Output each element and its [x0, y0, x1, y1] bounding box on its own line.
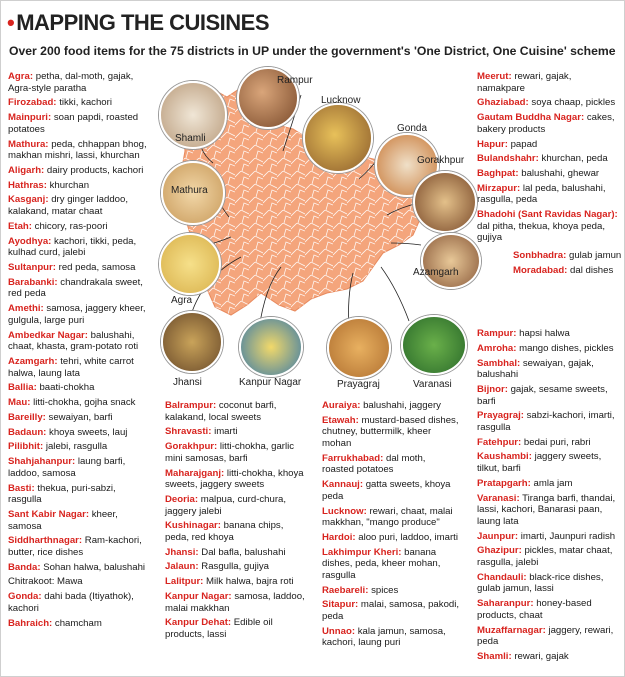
district-foods: black-rice dishes, gulab jamun, lassi	[477, 571, 604, 595]
district-entry	[8, 221, 148, 233]
district-foods: imarti, Jaunpuri radish	[520, 530, 616, 542]
district-entry	[477, 598, 621, 621]
district-name: Kanpur Dehat:	[165, 617, 232, 629]
district-entry	[477, 545, 621, 568]
district-entry	[8, 412, 148, 424]
district-foods: soan papdi, roasted potatoes	[8, 112, 139, 135]
map-label-agra: Agra	[171, 295, 193, 306]
district-name: Auraiya:	[322, 400, 361, 411]
food-photo-lucknow	[303, 103, 373, 173]
district-name: Maharajganj:	[165, 467, 225, 479]
district-entry	[165, 468, 307, 491]
district-entry	[322, 532, 460, 544]
district-foods: chamcham	[54, 617, 102, 629]
district-foods: banana dishes, peda, kheer mohan, rasgulla	[322, 546, 441, 581]
food-photo-azamgarh	[421, 233, 481, 289]
district-entry	[322, 506, 460, 529]
district-entry	[165, 520, 307, 543]
district-foods: kheer, samosa	[8, 508, 118, 532]
district-name: Bijnor:	[477, 383, 508, 395]
district-foods: dry ginger laddoo, kalakand, matar chaat	[8, 194, 129, 218]
district-name: Pilibhit:	[8, 441, 44, 453]
district-foods: dairy products, kachori	[46, 164, 144, 176]
district-foods: tikki, kachori	[59, 97, 112, 109]
district-name: Varanasi:	[477, 492, 520, 504]
district-foods: khurchan, peda	[541, 153, 608, 165]
district-name: Bahraich:	[8, 617, 53, 629]
district-entry	[477, 139, 621, 151]
district-list-col4a	[477, 71, 621, 247]
district-foods: jaggery, rewari, peda	[477, 624, 614, 648]
district-entry	[165, 426, 307, 438]
food-photo-prayagraj	[327, 317, 391, 379]
district-foods: litti-chokha, gojha snack	[33, 397, 136, 409]
district-foods: bedai puri, rabri	[523, 436, 591, 448]
district-foods: spices	[371, 584, 399, 596]
district-name: Sambhal:	[477, 357, 521, 369]
district-entry	[8, 427, 148, 439]
district-foods: malai, samosa, pakodi, peda	[322, 599, 460, 622]
map-label-mathura: Mathura	[171, 185, 208, 196]
district-name: Jhansi:	[165, 546, 199, 558]
district-foods: litti-chokha, garlic mini samosas, barfi	[165, 441, 295, 464]
district-name: Fatehpur:	[477, 436, 522, 448]
district-entry	[477, 493, 621, 528]
district-foods: red peda, samosa	[58, 262, 136, 273]
district-entry	[477, 153, 621, 165]
district-foods: papad	[510, 138, 538, 150]
district-entry	[477, 112, 621, 135]
district-entry	[477, 651, 621, 663]
district-name: Lakhimpur Kheri:	[322, 546, 402, 558]
district-name: Deoria:	[165, 493, 199, 505]
district-name: Muzaffarnagar:	[477, 624, 546, 636]
district-name: Kanpur Nagar:	[165, 591, 232, 602]
district-name: Hathras:	[8, 179, 47, 191]
map-label-shamli: Shamli	[175, 133, 206, 144]
district-name: Ambedkar Nagar:	[8, 329, 88, 341]
district-name: Shravasti:	[165, 426, 212, 438]
district-entry	[477, 183, 621, 206]
district-name: Banda:	[8, 561, 41, 573]
district-list-col3	[322, 400, 460, 652]
district-foods: jaggery sweets, tilkut, barfi	[477, 451, 602, 475]
district-entry	[477, 451, 621, 474]
map-label-gorakhpur: Gorakhpur	[417, 155, 465, 166]
district-foods: Dal bafla, balushahi	[201, 546, 286, 558]
map-label-gonda: Gonda	[397, 123, 428, 134]
district-foods: rewari, gajak, namakpare	[477, 71, 572, 94]
district-name: Barabanki:	[8, 276, 58, 288]
district-entry	[8, 112, 148, 135]
district-entry	[477, 437, 621, 449]
district-name: Bareilly:	[8, 411, 46, 423]
district-name: Amroha:	[477, 342, 517, 354]
district-entry	[513, 265, 625, 277]
district-entry	[8, 356, 148, 379]
district-foods: samosa, jaggery kheer, gulgula, large puri	[8, 303, 146, 326]
district-entry	[477, 358, 621, 381]
district-name: Unnao:	[322, 625, 356, 637]
district-entry	[477, 572, 621, 595]
district-name: Sant Kabir Nagar:	[8, 508, 90, 520]
district-entry	[165, 547, 307, 559]
district-name: Pratapgarh:	[477, 477, 531, 489]
district-name: Ghazipur:	[477, 545, 522, 557]
district-foods: jalebi, rasgulla	[45, 441, 108, 453]
district-foods: baati-chokha	[39, 382, 95, 394]
district-foods: Tiranga barfi, thandai, lassi, kachori, Banarasi paan, laung lata	[477, 492, 616, 527]
district-entry	[477, 343, 621, 355]
district-name: Balrampur:	[165, 400, 217, 411]
district-name: Kannauj:	[322, 479, 364, 491]
district-entry	[477, 478, 621, 490]
district-foods: samosa, laddoo, malai makkhan	[165, 591, 305, 614]
district-name: Jalaun:	[165, 561, 199, 573]
district-foods: Sohan halwa, balushahi	[43, 561, 146, 573]
district-entry	[322, 400, 460, 412]
district-foods: balushahi, ghewar	[521, 168, 600, 180]
district-entry	[8, 262, 148, 274]
district-entry	[165, 576, 307, 588]
district-entry	[8, 535, 148, 558]
district-name: Etawah:	[322, 414, 359, 426]
district-entry	[8, 618, 148, 630]
district-name: Siddharthnagar:	[8, 535, 83, 547]
district-name: Gonda:	[8, 591, 42, 603]
district-foods: rewari, chaat, malai makkhan, "mango produce"	[322, 505, 453, 529]
district-entry	[165, 400, 307, 423]
district-entry	[322, 479, 460, 502]
district-name: Kushinagar:	[165, 520, 221, 532]
district-name: Baghpat:	[477, 168, 519, 180]
district-entry	[322, 626, 460, 649]
district-foods: kala jamun, samosa, kachori, laung puri	[322, 625, 446, 649]
district-name: Prayagraj:	[477, 410, 524, 422]
district-entry	[477, 531, 621, 543]
district-entry	[477, 97, 621, 109]
district-entry	[8, 441, 148, 453]
district-entry	[8, 509, 148, 532]
district-name: Meerut:	[477, 71, 512, 82]
district-name: Agra:	[8, 71, 34, 82]
district-foods: honey-based products, chaat	[477, 598, 592, 621]
district-list-col2	[165, 400, 307, 644]
district-name: Lalitpur:	[165, 576, 204, 588]
district-entry	[322, 453, 460, 476]
district-foods: mustard-based dishes, chutney, buttermilk, kheer mohan	[322, 414, 459, 449]
food-photo-varanasi	[401, 315, 467, 375]
district-foods: thekua, puri-sabzi, rasgulla	[8, 482, 116, 506]
food-photo-agra	[159, 233, 221, 295]
district-name: Basti:	[8, 482, 35, 494]
district-name: Shamli:	[477, 650, 512, 662]
district-name: Sultanpur:	[8, 262, 56, 273]
district-name: Chandauli:	[477, 571, 527, 583]
district-foods: Chitrakoot: Mawa	[8, 576, 83, 588]
map-label-jhansi: Jhansi	[173, 377, 202, 388]
map-label-azamgarh: Azamgarh	[413, 267, 459, 278]
district-name: Bulandshahr:	[477, 153, 539, 165]
district-foods: Ram-kachori, butter, rice dishes	[8, 535, 142, 558]
district-list-col4b	[477, 250, 625, 280]
district-name: Kasganj:	[8, 194, 49, 206]
district-foods: lal peda, balushahi, rasgulla, peda	[477, 182, 606, 206]
district-foods: gulab jamun	[568, 250, 622, 261]
district-entry	[165, 441, 307, 464]
district-foods: imarti	[214, 426, 238, 438]
district-name: Rampur:	[477, 328, 517, 339]
district-entry	[322, 547, 460, 582]
district-list-col1	[8, 71, 148, 632]
district-entry	[165, 591, 307, 614]
district-entry	[8, 139, 148, 162]
district-name: Moradabad:	[513, 264, 568, 276]
district-entry	[322, 585, 460, 597]
district-foods: tehri, white carrot halwa, laung lata	[8, 355, 134, 379]
district-entry	[477, 209, 621, 244]
district-foods: Rasgulla, gujiya	[201, 561, 269, 573]
district-entry	[8, 330, 148, 353]
district-foods: litti-chokha, khoya sweets, jaggery sweets	[165, 467, 304, 491]
district-foods: laung barfi, laddoo, samosa	[8, 456, 126, 479]
district-name: Raebareli:	[322, 584, 369, 596]
district-list-col4c	[477, 328, 621, 666]
district-foods: banana chips, peda, red khoya	[165, 520, 284, 543]
subtitle: Over 200 food items for the 75 districts in UP under the government's 'One District, One Cuisine' scheme	[9, 44, 616, 58]
district-foods: dal pitha, thekua, khoya peda, gujiya	[477, 220, 606, 244]
district-foods: khoya sweets, lauj	[49, 426, 128, 438]
food-photo-jhansi	[161, 311, 223, 373]
district-name: Lucknow:	[322, 505, 367, 517]
food-photo-kanpur-nagar	[239, 317, 303, 377]
district-entry	[8, 591, 148, 614]
district-foods: khurchan	[49, 179, 90, 191]
district-name: Saharanpur:	[477, 598, 534, 610]
district-foods: peda, chhappan bhog, makhan mishri, lassi, khurchan	[8, 138, 147, 162]
district-name: Gorakhpur:	[165, 441, 218, 453]
district-name: Ayodhya:	[8, 235, 52, 247]
district-entry	[8, 180, 148, 192]
title-text: MAPPING THE CUISINES	[16, 10, 270, 35]
district-entry	[513, 250, 625, 262]
district-foods: chandrakala sweet, red peda	[8, 276, 143, 300]
district-name: Gautam Buddha Nagar:	[477, 112, 585, 124]
district-foods: gajak, sesame sweets, barfi	[477, 383, 608, 407]
district-foods: kachori, tikki, peda, kulhad curd, jalebi	[8, 235, 137, 259]
district-name: Bhadohi (Sant Ravidas Nagar):	[477, 209, 618, 221]
district-foods: sabzi-kachori, imarti, rasgulla	[477, 410, 615, 433]
district-name: Ghaziabad:	[477, 97, 529, 109]
district-name: Farrukhabad:	[322, 452, 384, 464]
district-name: Mirzapur:	[477, 182, 521, 194]
district-foods: sewaiyan, gajak, balushahi	[477, 357, 594, 381]
district-foods: dahi bada (Itiyathok), kachori	[8, 591, 134, 614]
district-foods: Edible oil products, lassi	[165, 617, 273, 640]
district-entry	[477, 71, 621, 94]
district-name: Etah:	[8, 220, 32, 232]
district-entry	[8, 397, 148, 409]
district-foods: balushahi, jaggery	[363, 400, 441, 411]
district-entry	[477, 410, 621, 433]
district-entry	[477, 168, 621, 180]
district-entry	[8, 303, 148, 326]
district-foods: amla jam	[533, 477, 573, 489]
district-name: Amethi:	[8, 303, 44, 315]
district-foods: chicory, ras-poori	[34, 220, 108, 232]
district-entry	[8, 576, 148, 588]
map-label-kanpur-nagar: Kanpur Nagar	[239, 377, 302, 388]
district-foods: malpua, curd-chura, jaggery jalebi	[165, 493, 287, 517]
district-name: Kaushambi:	[477, 451, 532, 463]
district-entry	[8, 277, 148, 300]
map-label-lucknow: Lucknow	[321, 95, 361, 106]
district-entry	[8, 382, 148, 394]
district-foods: hapsi halwa	[519, 328, 570, 339]
district-foods: rewari, gajak	[514, 650, 569, 662]
district-name: Sitapur:	[322, 599, 359, 611]
district-name: Mainpuri:	[8, 112, 52, 124]
district-name: Firozabad:	[8, 97, 57, 109]
district-foods: sewaiyan, barfi	[48, 411, 113, 423]
district-name: Aligarh:	[8, 164, 45, 176]
district-foods: pickles, matar chaat, rasgulla, jalebi	[477, 545, 613, 568]
district-entry	[8, 236, 148, 259]
district-foods: dal moth, roasted potatoes	[322, 452, 426, 476]
district-name: Shahjahanpur:	[8, 456, 76, 468]
page-title	[7, 10, 269, 36]
district-foods: petha, dal-moth, gajak, Agra-style paratha	[8, 71, 134, 94]
district-foods: cakes, bakery products	[477, 112, 615, 135]
food-photo-gorakhpur	[413, 171, 477, 233]
district-foods: coconut barfi, kalakand, local sweets	[165, 400, 277, 423]
district-name: Jaunpur:	[477, 530, 519, 542]
district-entry	[8, 165, 148, 177]
district-name: Ballia:	[8, 382, 37, 394]
district-entry	[477, 384, 621, 407]
district-name: Azamgarh:	[8, 355, 58, 367]
map-label-rampur: Rampur	[277, 75, 313, 86]
district-foods: aloo puri, laddoo, imarti	[358, 531, 458, 543]
district-entry	[477, 625, 621, 648]
district-entry	[477, 328, 621, 340]
district-name: Hardoi:	[322, 531, 356, 543]
district-entry	[165, 561, 307, 573]
district-name: Badaun:	[8, 426, 47, 438]
district-entry	[8, 456, 148, 479]
district-foods: mango dishes, pickles	[519, 342, 614, 354]
map-label-prayagraj: Prayagraj	[337, 379, 380, 390]
district-foods: gatta sweets, khoya peda	[322, 479, 451, 502]
district-name: Mau:	[8, 397, 31, 409]
district-foods: balushahi, chaat, khasta, gram-potato roti	[8, 329, 139, 353]
bullet-icon: •	[7, 10, 15, 35]
district-entry	[322, 599, 460, 622]
district-entry	[8, 562, 148, 574]
district-foods: Milk halwa, bajra roti	[206, 576, 294, 588]
district-entry	[8, 71, 148, 94]
district-entry	[8, 97, 148, 109]
district-entry	[322, 415, 460, 450]
district-entry	[8, 483, 148, 506]
district-name: Hapur:	[477, 138, 508, 150]
map-area	[151, 67, 473, 397]
district-entry	[8, 194, 148, 217]
district-name: Sonbhadra:	[513, 250, 567, 261]
map-label-varanasi: Varanasi	[413, 379, 452, 390]
district-foods: soya chaap, pickles	[531, 97, 616, 109]
district-foods: dal dishes	[570, 264, 614, 276]
district-name: Mathura:	[8, 138, 49, 150]
district-entry	[165, 617, 307, 640]
district-entry	[165, 494, 307, 517]
